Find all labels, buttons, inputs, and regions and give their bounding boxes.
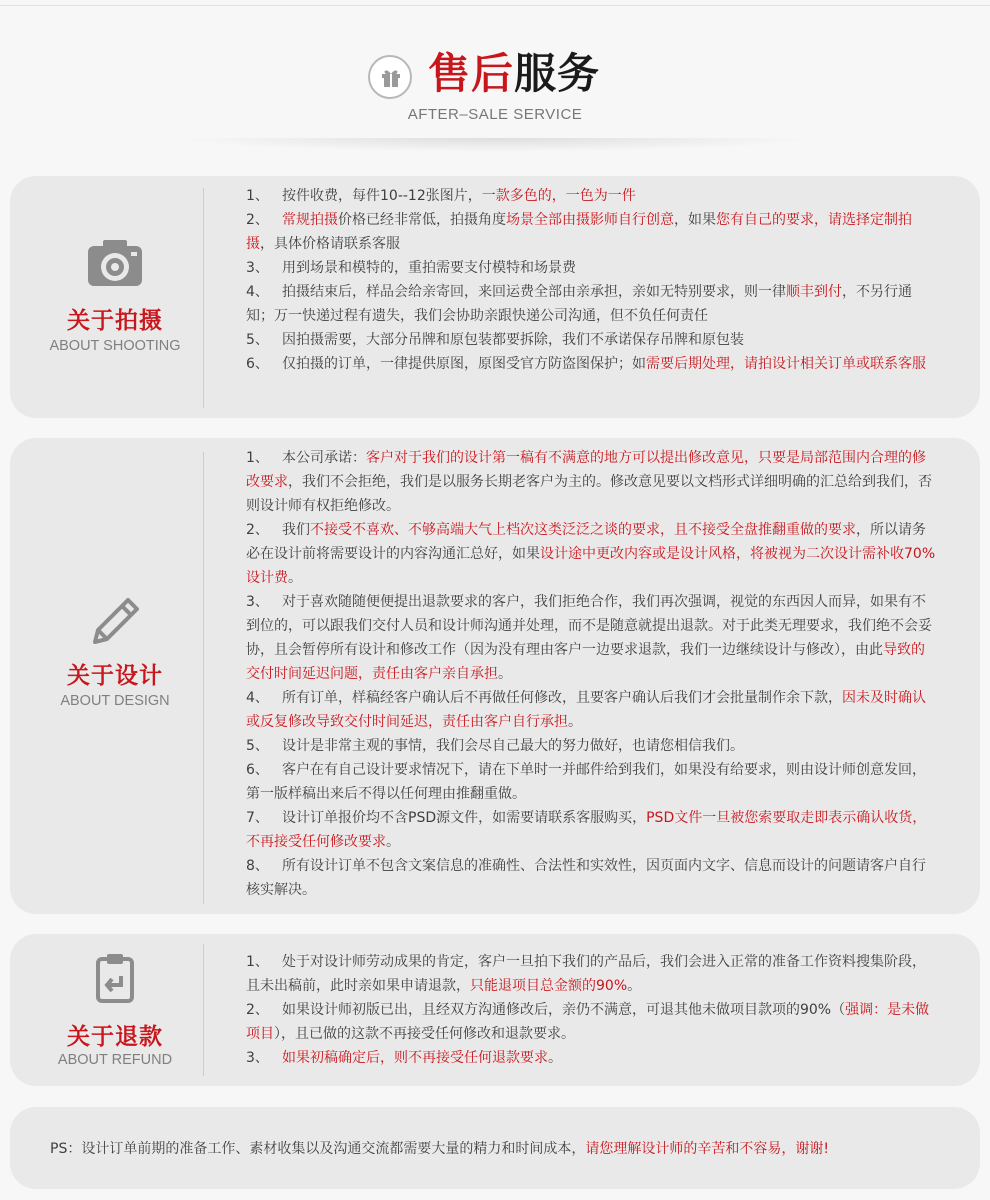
body-text: 仅拍摄的订单，一律提供原图，原图受官方防盗图保护；如 (282, 356, 646, 372)
body-text: 我们 (282, 522, 310, 538)
item-number: 7、 (246, 810, 269, 826)
highlight-text: 您有自己的要求，请选择定制拍摄 (246, 212, 912, 252)
section-title: 关于退款 (67, 1024, 163, 1050)
section-shooting-side (10, 176, 220, 418)
body-text: 。 (627, 978, 642, 994)
item-number: 6、 (246, 762, 269, 778)
body-text: ），且已做的这款不再接受任何修改和退款要求。 (274, 1026, 575, 1042)
gift-icon (368, 55, 412, 99)
body-text: 。 (568, 714, 582, 730)
body-text: 用到场景和模特的，重拍需要支付模特和场景费 (282, 260, 576, 276)
list-item (246, 256, 938, 280)
section-list (246, 184, 938, 376)
page-subtitle: AFTER–SALE SERVICE (407, 106, 583, 123)
refund-clipboard-icon (94, 952, 136, 1008)
highlight-text: 强调：是未做项目 (246, 1002, 930, 1042)
item-number: 5、 (246, 332, 269, 348)
body-text: 。 (386, 834, 400, 850)
item-number: 1、 (246, 188, 269, 204)
body-text: 所有设计订单不包含文案信息的准确性、合法性和实效性，因页面内文字、信息而设计的问题请客户自行核实解决。 (246, 858, 926, 898)
body-text: 对于喜欢随随便便提出退款要求的客户，我们拒绝合作，我们再次强调，视觉的东西因人而异，如果有不到位的，可以跟我们交付人员和设计师沟通并处理，而不是随意就提出退款。对于此类无理要求，我们绝不会妥协，且会暂停所有设计和修改工作（因为没有理由客户一边要求退款，我们一边继续设计与修改），由此 (246, 594, 932, 658)
item-number: 5、 (246, 738, 269, 754)
list-item (246, 950, 938, 998)
header-shadow (175, 138, 815, 152)
section-subtitle: ABOUT SHOOTING (49, 338, 181, 354)
body-text: 因拍摄需要，大部分吊牌和原包装都要拆除，我们不承诺保存吊牌和原包装 (282, 332, 744, 348)
title-red: 售后 (428, 49, 515, 98)
body-text: 按件收费，每件10--12张图片， (282, 188, 482, 204)
section-shooting (10, 176, 980, 418)
highlight-text: 不接受不喜欢、不够高端大气上档次这类泛泛之谈的要求，且不接受全盘推翻重做的要求 (310, 522, 856, 538)
section-divider (203, 188, 204, 408)
pencil-icon (90, 595, 142, 651)
list-item (246, 590, 938, 686)
list-item (246, 328, 938, 352)
highlight-text: 请您理解设计师的辛苦和不容易，谢谢! (585, 1141, 829, 1157)
body-text: 设计是非常主观的事情，我们会尽自己最大的努力做好，也请您相信我们。 (282, 738, 744, 754)
body-text: 。 (288, 570, 302, 586)
section-refund-side (10, 934, 220, 1086)
highlight-text: 只能退项目总金额的90% (470, 978, 628, 994)
title-black: 服务 (514, 49, 601, 98)
body-text: 所有订单，样稿经客户确认后不再做任何修改，且要客户确认后我们才会批量制作余下款， (282, 690, 842, 706)
list-item (246, 1046, 938, 1070)
highlight-text: 场景全部由摄影师自行创意 (506, 212, 674, 228)
highlight-text: 客户对于我们的设计第一稿有不满意的地方可以提出修改意见，只要是局部范围内合理的修改要求 (246, 450, 926, 490)
highlight-text: 因未及时确认或反复修改导致交付时间延迟，责任由客户自行承担 (246, 690, 926, 730)
list-item (246, 184, 938, 208)
highlight-text: 如果初稿确定后，则不再接受任何退款要求 (282, 1050, 548, 1066)
ps-note-card (10, 1107, 980, 1189)
highlight-text: 常规拍摄 (282, 212, 338, 228)
page-title (428, 46, 600, 102)
list-item (246, 518, 938, 590)
body-text: 。 (498, 666, 512, 682)
highlight-text: 一款多色的，一色为一件 (481, 188, 636, 204)
body-text: 处于对设计师劳动成果的肯定，客户一旦拍下我们的产品后，我们会进入正常的准备工作资料搜集阶段，且未出稿前，此时亲如果申请退款， (246, 954, 926, 994)
body-text: ，具体价格请联系客服 (260, 236, 400, 252)
page-header (0, 44, 990, 154)
highlight-text: PSD文件一旦被您索要取走即表示确认收货，不再接受任何修改要求 (246, 810, 927, 850)
body-text: 设计订单报价均不含PSD源文件，如需要请联系客服购买， (282, 810, 647, 826)
highlight-text: 顺丰到付 (786, 284, 842, 300)
list-item (246, 208, 938, 256)
section-refund (10, 934, 980, 1086)
body-text: 客户在有自己设计要求情况下，请在下单时一并邮件给到我们，如果没有给要求，则由设计师创意发回，第一版样稿出来后不得以任何理由推翻重做。 (246, 762, 926, 802)
list-item (246, 446, 938, 518)
item-number: 3、 (246, 260, 269, 276)
section-subtitle: ABOUT REFUND (57, 1052, 173, 1068)
top-divider (0, 5, 990, 6)
item-number: 4、 (246, 690, 269, 706)
list-item (246, 280, 938, 328)
body-text: PS：设计订单前期的准备工作、素材收集以及沟通交流都需要大量的精力和时间成本， (50, 1141, 586, 1157)
body-text: ，我们不会拒绝，我们是以服务长期老客户为主的。修改意见要以文档形式详细明确的汇总给到我们，否则设计师有权拒绝修改。 (246, 474, 932, 514)
item-number: 3、 (246, 594, 269, 610)
item-number: 2、 (246, 212, 269, 228)
list-item (246, 806, 938, 854)
section-divider (203, 944, 204, 1076)
highlight-text: 设计途中更改内容或是设计风格，将被视为二次设计需补收70%设计费 (246, 546, 936, 586)
item-number: 4、 (246, 284, 269, 300)
item-number: 2、 (246, 522, 269, 538)
highlight-text: 需要后期处理，请拍设计相关订单或联系客服 (646, 356, 926, 372)
item-number: 1、 (246, 954, 269, 970)
list-item (246, 854, 938, 902)
section-title: 关于设计 (67, 663, 163, 689)
body-text: 。 (548, 1050, 562, 1066)
section-list (246, 446, 938, 902)
body-text: 价格已经非常低，拍摄角度 (338, 212, 506, 228)
body-text: ，不另行通知；万一快递过程有遗失，我们会协助亲跟快递公司沟通，但不负任何责任 (246, 284, 912, 324)
camera-icon (86, 238, 144, 294)
body-text: 如果设计师初版已出，且经双方沟通修改后，亲仍不满意，可退其他未做项目款项的90%（ (282, 1002, 846, 1018)
section-design (10, 438, 980, 914)
section-design-side (10, 438, 220, 914)
list-item (246, 734, 938, 758)
item-number: 6、 (246, 356, 269, 372)
section-title: 关于拍摄 (67, 308, 163, 334)
list-item (246, 998, 938, 1046)
item-number: 2、 (246, 1002, 269, 1018)
body-text: ，所以请务必在设计前将需要设计的内容沟通汇总好，如果 (246, 522, 926, 562)
section-subtitle: ABOUT DESIGN (60, 693, 170, 709)
item-number: 8、 (246, 858, 269, 874)
section-list (246, 950, 938, 1070)
ps-note (50, 1138, 960, 1160)
body-text: ，如果 (674, 212, 716, 228)
list-item (246, 758, 938, 806)
highlight-text: 导致的交付时间延迟问题，责任由客户亲自承担 (246, 642, 925, 682)
body-text: 本公司承诺： (282, 450, 366, 466)
list-item (246, 686, 938, 734)
item-number: 3、 (246, 1050, 269, 1066)
body-text: 拍摄结束后，样品会给亲寄回，来回运费全部由亲承担，亲如无特别要求，则一律 (282, 284, 786, 300)
section-divider (203, 452, 204, 904)
item-number: 1、 (246, 450, 269, 466)
list-item (246, 352, 938, 376)
